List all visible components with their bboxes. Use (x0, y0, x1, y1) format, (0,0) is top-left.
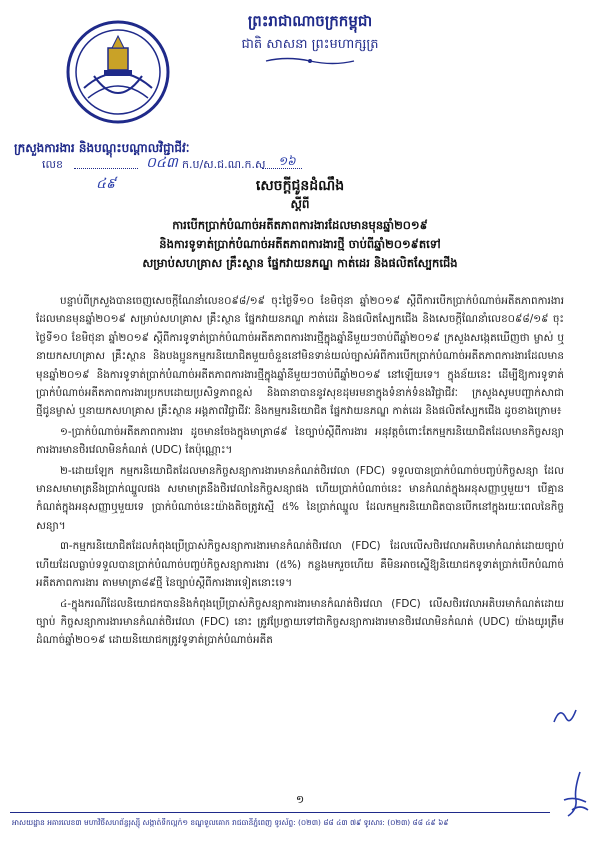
handwritten-mark (552, 704, 578, 726)
reference-number: ០៤៣ (146, 155, 178, 171)
page-number: ១ (295, 793, 305, 806)
footer-divider (10, 812, 550, 813)
initials-signature (560, 770, 590, 820)
numbered-paragraph: ៤-ក្នុងករណីដែលនិយោជកបាននិងកំពុងប្រើប្រាស់កិច្ចសន្យាការងារមានកំណត់ថិរវេលា (FDC) លើសថិរវេលាអតិបរមាកំណត់ដោយច្បាប់ កិច្ចសន្យាការងារមានកំណត់ថិរវេលា (FDC) នោះ ត្រូវប្រែក្លាយទៅជាកិច្ចសន្យាការងារមានថិរវេលាមិនកំណត់ (UDC) យ៉ាងយូរត្រឹមដំណាច់ឆ្នាំ២០១៩ ដោយនិយោជកត្រូវទូទាត់ប្រាក់បំណាច់អតីត (36, 597, 564, 647)
intro-paragraph: បន្ទាប់ពីក្រសួងបានចេញសេចក្តីណែនាំលេខ០៩៨/១៩ ចុះថ្ងៃទី១០ ខែមិថុនា ឆ្នាំ២០១៩ ស្តីពីការបើកប្រាក់បំណាច់អតីតភាពការងារដែលមានមុនឆ្នាំ២០១៩ សម្រាប់សហគ្រាស គ្រឹះស្ថាន ផ្នែកវាយនភណ្ឌ កាត់ដេរ និងផលិតស្បែកជើង និងសេចក្តីណែនាំលេខ០៩៨/១៩ ចុះថ្ងៃទី១០ ខែមិថុនា ឆ្នាំ២០១៩ ស្តីពីការទូទាត់ប្រាក់បំណាច់អតីតភាពការងារថ្មីក្នុងឆ្នាំនីមួយៗចាប់ពីឆ្នាំ២០១៩ ក្រសួងសង្កេតឃើញថា ម្ចាស់ ឬនាយកសហគ្រាស គ្រឹះស្ថាន និងបងប្អូនកម្មករនិយោជិតមួយចំនួននៅមិនទាន់យល់ច្បាស់អំពីការបើកប្រាក់បំណាច់អតីតភាពការងារដែលមានមុនឆ្នាំ២០១៩ និងការទូទាត់ប្រាក់បំណាច់អតីតភាពការងារថ្មីក្នុងឆ្នាំនីមួយៗចាប់ពីឆ្នាំ២០១៩ នៅឡើយទេ។ ក្នុងន័យនេះ ដើម្បីឱ្យការទូទាត់ប្រាក់បំណាច់អតីតភាពការងារប្រកបដោយប្រសិទ្ធភាពខ្ពស់ និងធានាបាននូវសុខដុមរមនាក្នុងទំនាក់ទំនងវិជ្ជាជីវៈ ក្រសួងសូមបញ្ជាក់សាជាថ្មីជូនម្ចាស់ ឬនាយកសហគ្រាស គ្រឹះស្ថាន អង្គភាពវិជ្ជាជីវៈ និងកម្មករនិយោជិត ផ្នែកវាយនភណ្ឌ កាត់ដេរ និងផលិតស្បែកជើង ដូចខាងក្រោម៖ (36, 295, 564, 418)
header-ornament (264, 56, 356, 66)
document-title: សេចក្តីជូនដំណឹង (255, 178, 345, 194)
document-subject (60, 216, 540, 273)
numbered-paragraph: ៣-កម្មករនិយោជិតដែលកំពុងប្រើប្រាស់កិច្ចសន្យាការងារមានកំណត់ថិរវេលា (FDC) ដែលលើសថិរវេលាអតិបរមាកំណត់ដោយច្បាប់ ហើយដែលធ្លាប់ទទួលបានប្រាក់បំណាច់បញ្ចប់កិច្ចសន្យាការងារ (៥%) កន្លងមករួចហើយ គឺមិនអាចស្នើឱ្យនិយោជកទូទាត់ប្រាក់បើកបំណាច់អតីតភាពការងារ តាមមាត្រា៨៩ថ្មី នៃច្បាប់ស្តីពីការងារទៀតនោះទេ។ (36, 540, 564, 590)
reference-date: ១៦ (278, 154, 296, 168)
reference-number-2: ៤៩ (96, 176, 116, 192)
national-motto: ជាតិ សាសនា ព្រះមហាក្សត្រ (241, 37, 379, 52)
ministry-name: ក្រសួងការងារ និងបណ្តុះបណ្តាលវិជ្ជាជីវៈ (14, 141, 190, 155)
subject-line: និងការទូទាត់ប្រាក់បំណាច់អតីតភាពការងារថ្មី ចាប់ពីឆ្នាំ២០១៩តទៅ (159, 237, 441, 251)
numbered-paragraph: ១-ប្រាក់បំណាច់អតីតភាពការងារ ដូចមានចែងក្នុងមាត្រា៨៩ នៃច្បាប់ស្តីពីការងារ អនុវត្តចំពោះតែកម្មករនិយោជិតដែលមានកិច្ចសន្យាការងារមានថិរវេលាមិនកំណត់ (UDC) តែប៉ុណ្ណោះ។ (36, 425, 564, 457)
kingdom-title: ព្រះរាជាណាចក្រកម្ពុជា (247, 12, 373, 30)
reference-label: លេខ (42, 158, 63, 171)
ministry-logo (64, 18, 172, 126)
footer-address: អាសយដ្ឋាន អគារលេខ៣ មហាវិថីសហព័ន្ធរុស្ស៊ី សង្កាត់ទឹកល្អក់១ ខណ្ឌទួលគោក រាជធានីភ្នំពេញ ទូរស័ព្ទ: (០២៣) ៨៨ ៤៣ ៧៩ ទូរសារ: (០២៣) ៨៨ ៤៩ ៦៩ (12, 818, 449, 827)
numbered-paragraph: ២-ដោយឡែក កម្មករនិយោជិតដែលមានកិច្ចសន្យាការងារមានកំណត់ថិរវេលា (FDC) ទទួលបានប្រាក់បំណាច់បញ្ចប់កិច្ចសន្យា ដែលមានសមាមាត្រនឹងប្រាក់ឈ្នួលផង សមាមាត្រនឹងថិរវេលានៃកិច្ចសន្យាផង ហើយប្រាក់បំណាច់នេះ មានកំណត់ក្នុងអនុសញ្ញាឬមួយ។ បើគ្មានកំណត់ក្នុងអនុសញ្ញាឬមួយទេ ប្រាក់បំណាច់នេះយ៉ាងតិចត្រូវស្មើ ៥% នៃប្រាក់ឈ្នួល ដែលកម្មករនិយោជិតបានបើកនៅក្នុងរយៈពេលនៃកិច្ចសន្យា។ (36, 464, 564, 532)
subject-line: សម្រាប់សហគ្រាស គ្រឹះស្ថាន ផ្នែកវាយនភណ្ឌ កាត់ដេរ និងផលិតស្បែកជើង (142, 256, 458, 270)
document-about: ស្តីពី (290, 197, 310, 211)
subject-line: ការបើកប្រាក់បំណាច់អតីតភាពការងារដែលមានមុនឆ្នាំ២០១៩ (172, 218, 428, 232)
reference-dotted-line (74, 168, 138, 169)
reference-suffix: ក.ប/ស.ជ.ណ.ក.ស (182, 158, 266, 171)
document-body (36, 292, 564, 652)
